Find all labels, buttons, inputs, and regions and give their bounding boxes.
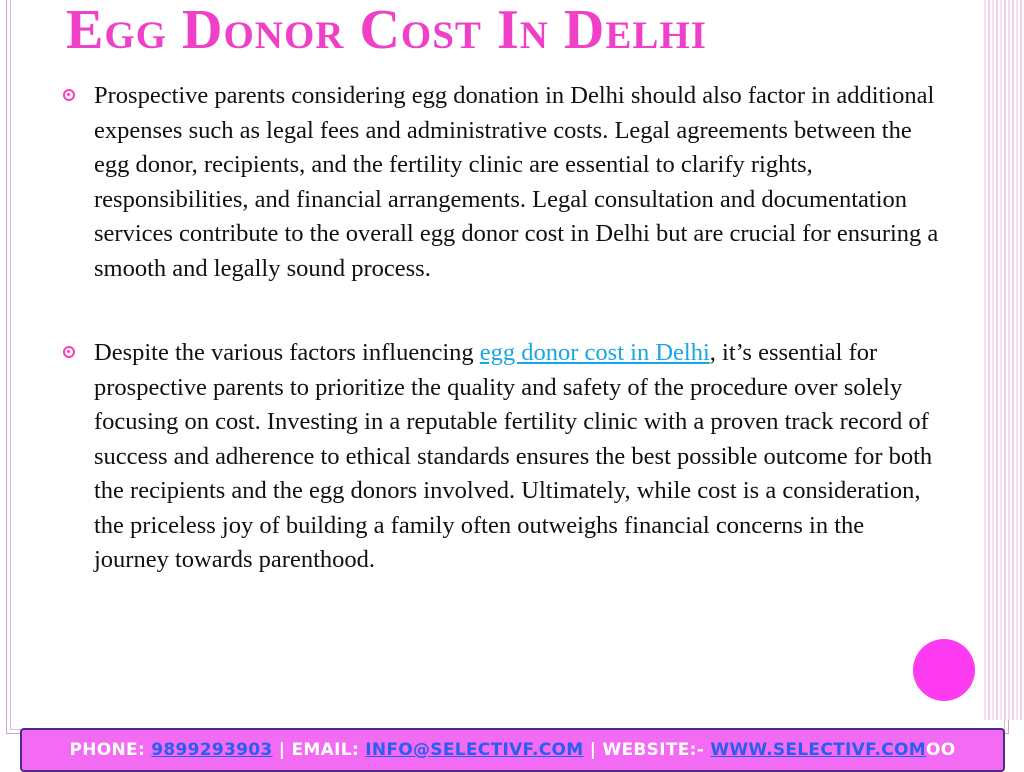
decorative-stripes xyxy=(984,0,1024,720)
website-label: WEBSITE:- xyxy=(602,740,711,760)
decorative-circle xyxy=(913,639,975,701)
bullet-item xyxy=(60,336,940,578)
slide-content xyxy=(60,79,940,578)
phone-label: PHONE: xyxy=(69,740,152,760)
slide-title: Egg Donor Cost In Delhi xyxy=(66,0,707,61)
contact-footer xyxy=(20,728,1005,772)
website-link[interactable]: WWW.SELECTIVF.COM xyxy=(710,740,927,760)
egg-donor-cost-link[interactable]: egg donor cost in Delhi xyxy=(479,339,710,366)
email-link[interactable]: INFO@SELECTIVF.COM xyxy=(365,740,584,760)
phone-link[interactable]: 9899293903 xyxy=(151,740,273,760)
footer-separator: | xyxy=(583,740,603,760)
bullet-item xyxy=(60,79,940,286)
footer-separator: | xyxy=(272,740,292,760)
bullet-text-before: Despite the various factors influencing xyxy=(94,339,480,366)
footer-tail: OO xyxy=(926,740,956,760)
bullet-ring-icon xyxy=(63,346,75,358)
bullet-ring-icon xyxy=(63,89,75,101)
bullet-text-after: , it’s essential for prospective parents to prioritize the quality and safety of the procedure over solely focusing on cost. Investing in a reputable fertility clinic with a proven track record of success and adherence to ethical standards ensures the best possible outcome for both the recipients and the egg donors involved. Ultimately, while cost is a consideration, the priceless joy of building a family often outweighs financial concerns in the journey towards parenthood. xyxy=(94,339,933,573)
bullet-text: Prospective parents considering egg donation in Delhi should also factor in additional expenses such as legal fees and administrative costs. Legal agreements between the egg donor, recipients, and the fertility clinic are essential to clarify rights, responsibilities, and financial arrangements. Legal consultation and documentation services contribute to the overall egg donor cost in Delhi but are crucial for ensuring a smooth and legally sound process. xyxy=(94,82,939,282)
email-label: EMAIL: xyxy=(291,740,366,760)
